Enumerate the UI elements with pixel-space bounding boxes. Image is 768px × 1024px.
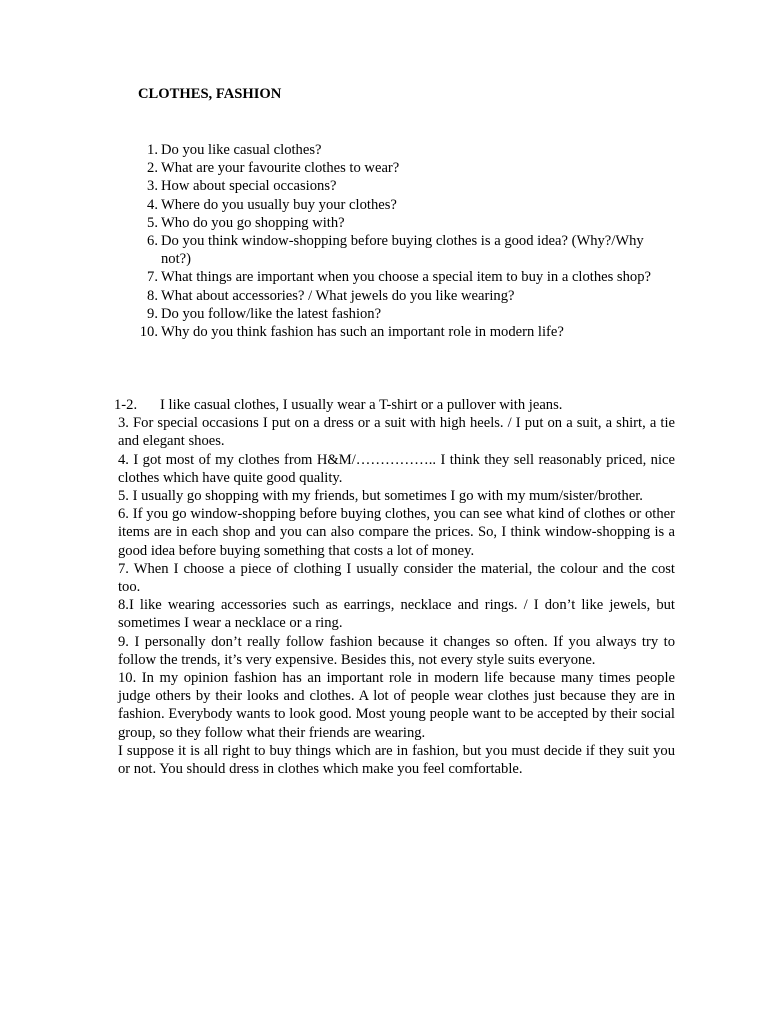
question-text: What about accessories? / What jewels do you like wearing? xyxy=(161,287,515,304)
question-item xyxy=(136,305,676,323)
answer-paragraph: 3. For special occasions I put on a dress or a suit with high heels. / I put on a suit, a shirt, a tie and elegant shoes. xyxy=(118,415,675,450)
question-item xyxy=(136,323,676,341)
question-number: 5. xyxy=(147,214,158,231)
question-number: 1. xyxy=(147,142,158,158)
question-text: What are your favourite clothes to wear? xyxy=(161,160,400,177)
answer-section xyxy=(114,396,675,778)
question-text: How about special occasions? xyxy=(161,178,337,195)
question-number: 4. xyxy=(147,196,158,213)
question-item xyxy=(136,287,676,305)
answer-paragraph xyxy=(114,396,675,414)
answer-paragraph: 7. When I choose a piece of clothing I usually consider the material, the colour and the cost too. xyxy=(118,560,675,596)
question-number: 3. xyxy=(147,178,158,195)
answer-paragraph: 8.I like wearing accessories such as earrings, necklace and rings. / I don’t like jewels, but sometimes I wear a necklace or a ring. xyxy=(118,597,675,632)
question-text: Do you think window-shopping before buying clothes is a good idea? (Why?/Why not?) xyxy=(161,233,644,268)
question-item xyxy=(136,232,676,268)
answer-number: 1-2. xyxy=(114,397,138,413)
question-item xyxy=(136,214,676,232)
answer-paragraph: 5. I usually go shopping with my friends, but sometimes I go with my mum/sister/brother. xyxy=(118,488,643,505)
question-number: 10. xyxy=(139,324,158,341)
question-text: Where do you usually buy your clothes? xyxy=(161,196,397,213)
document-title: CLOTHES, FASHION xyxy=(138,86,282,102)
answer-text: I like casual clothes, I usually wear a T-shirt or a pullover with jeans. xyxy=(160,397,563,413)
question-item xyxy=(136,268,676,286)
question-list xyxy=(136,141,676,341)
question-number: 2. xyxy=(147,160,158,177)
question-item xyxy=(136,196,676,214)
question-number: 8. xyxy=(147,287,158,304)
answer-paragraph: 6. If you go window-shopping before buying clothes, you can see what kind of clothes or other items are in each shop and you can also compare the prices. So, I think window-shopping is a good idea before buying something that costs a lot of money. xyxy=(118,506,675,559)
question-number: 6. xyxy=(147,233,158,250)
question-text: Who do you go shopping with? xyxy=(161,214,345,231)
question-text: What things are important when you choose a special item to buy in a clothes shop? xyxy=(161,269,651,286)
question-text: Do you follow/like the latest fashion? xyxy=(161,305,382,322)
answer-paragraph: 9. I personally don’t really follow fashion because it changes so often. If you always try to follow the trends, it’s very expensive. Besides this, not every style suits everyone. xyxy=(118,633,675,668)
question-item xyxy=(136,177,676,195)
question-text: Why do you think fashion has such an important role in modern life? xyxy=(161,324,564,341)
question-number: 7. xyxy=(147,269,158,286)
question-text: Do you like casual clothes? xyxy=(161,142,322,158)
question-item xyxy=(136,159,676,177)
answer-paragraph: 10. In my opinion fashion has an important role in modern life because many times people judge others by their looks and clothes. A lot of people wear clothes just because they are in fashion. Everybody wants to look good. Most young people want to be accepted by their social group, so they follow what their friends are wearing. xyxy=(118,670,675,741)
answer-paragraph: 4. I got most of my clothes from H&M/…………….. I think they sell reasonably priced, nice clothes which have quite good quality. xyxy=(118,451,675,486)
question-item xyxy=(136,141,676,159)
closing-paragraph: I suppose it is all right to buy things which are in fashion, but you must decide if they suit you or not. You should dress in clothes which make you feel comfortable. xyxy=(118,742,675,778)
question-number: 9. xyxy=(147,305,158,322)
